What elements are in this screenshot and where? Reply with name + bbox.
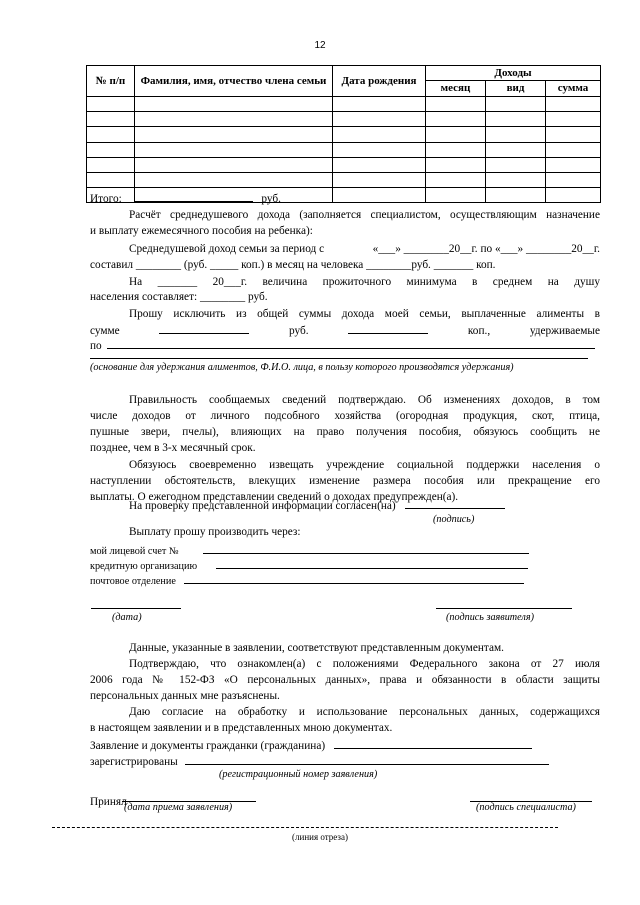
pd-law-line-1: Подтверждаю, что ознакомлен(а) с положениями Федерального закона от 27 июля bbox=[129, 658, 600, 670]
table-cell[interactable] bbox=[87, 172, 135, 187]
alimony-kop-field[interactable] bbox=[348, 322, 428, 334]
calc-intro-line-2: и выплату ежемесячного пособия на ребенка): bbox=[90, 225, 313, 237]
subsistence-line-1[interactable]: На _______ 20___г. величина прожиточного минимума в среднем на душу bbox=[129, 276, 600, 288]
notify-line-1: Обязуюсь своевременно извещать учреждение социальной поддержки населения о bbox=[129, 459, 600, 471]
post-office-field[interactable] bbox=[184, 572, 524, 584]
table-cell[interactable] bbox=[426, 172, 486, 187]
payment-account-label: мой лицевой счет № bbox=[90, 546, 179, 557]
calc-period-label: Среднедушевой доход семьи за период с bbox=[129, 243, 325, 255]
table-cell[interactable] bbox=[333, 142, 426, 157]
alimony-rub-field[interactable] bbox=[159, 322, 249, 334]
confirm-line-2: числе доходов от личного подсобного хозяйства (огородная продукция, скот, птица, bbox=[90, 410, 600, 422]
total-field[interactable] bbox=[135, 190, 253, 202]
table-cell[interactable] bbox=[333, 112, 426, 127]
table-row bbox=[87, 172, 601, 187]
col-header-month: месяц bbox=[426, 81, 486, 97]
table-cell[interactable] bbox=[486, 127, 546, 142]
subsistence-line-2[interactable]: населения составляет: ________ руб. bbox=[90, 291, 268, 303]
docs-match-line: Данные, указанные в заявлении, соответствуют представленным документам. bbox=[129, 642, 504, 654]
registration-number-caption: (регистрационный номер заявления) bbox=[219, 769, 378, 780]
pd-law-line-3: персональных данных мне разъяснены. bbox=[90, 690, 280, 702]
col-header-number: № п/п bbox=[87, 66, 135, 97]
notify-line-3: выплаты. О ежегодном представлении сведений о доходах предупрежден(а). bbox=[90, 491, 459, 503]
registration-number-field[interactable] bbox=[185, 753, 549, 765]
table-cell[interactable] bbox=[486, 172, 546, 187]
total-unit: руб. bbox=[261, 193, 281, 205]
table-cell[interactable] bbox=[426, 127, 486, 142]
table-cell[interactable] bbox=[333, 97, 426, 112]
total-label: Итого: bbox=[90, 193, 122, 205]
applicant-signature-caption: (подпись заявителя) bbox=[446, 612, 535, 623]
alimony-kop-label: коп., bbox=[467, 325, 491, 337]
table-cell[interactable] bbox=[546, 157, 601, 172]
alimony-rub-label: руб. bbox=[289, 325, 309, 337]
account-number-field[interactable] bbox=[203, 542, 529, 554]
verify-consent-signature-field[interactable] bbox=[405, 497, 505, 509]
page-number: 12 bbox=[314, 40, 326, 51]
verify-consent-label: На проверку представленной информации согласен(на) bbox=[129, 500, 396, 512]
payment-credit-row bbox=[90, 557, 600, 573]
table-row bbox=[87, 97, 601, 112]
accept-date-caption: (дата приема заявления) bbox=[124, 802, 233, 813]
alimony-by-label: по bbox=[90, 340, 102, 352]
pd-consent-line-2: в настоящем заявлении и в представленных мною документах. bbox=[90, 722, 393, 734]
calc-period-line bbox=[129, 242, 600, 257]
table-cell[interactable] bbox=[546, 142, 601, 157]
total-row bbox=[90, 190, 600, 207]
col-header-type: вид bbox=[486, 81, 546, 97]
table-cell[interactable] bbox=[135, 97, 333, 112]
table-cell[interactable] bbox=[426, 112, 486, 127]
calc-intro-line-1: Расчёт среднедушевого дохода (заполняется специалистом, осуществляющим назначение bbox=[129, 209, 600, 221]
table-row bbox=[87, 127, 601, 142]
table-cell[interactable] bbox=[87, 97, 135, 112]
table-cell[interactable] bbox=[486, 112, 546, 127]
notify-line-2: наступлении обстоятельств, влекущих изменение размера пособия или прекращение его bbox=[90, 475, 600, 487]
calc-result-line[interactable]: составил ________ (руб. _____ коп.) в месяц на человека ________руб. _______ коп. bbox=[90, 259, 496, 271]
alimony-by-field[interactable] bbox=[107, 337, 595, 349]
table-cell[interactable] bbox=[486, 97, 546, 112]
table-cell[interactable] bbox=[135, 127, 333, 142]
table-cell[interactable] bbox=[87, 157, 135, 172]
table-cell[interactable] bbox=[546, 112, 601, 127]
citizen-name-field[interactable] bbox=[334, 737, 532, 749]
table-row bbox=[87, 157, 601, 172]
alimony-sum-label: сумме bbox=[90, 325, 120, 337]
table-cell[interactable] bbox=[333, 127, 426, 142]
table-cell[interactable] bbox=[546, 172, 601, 187]
date-signature-line[interactable] bbox=[91, 608, 181, 609]
table-cell[interactable] bbox=[546, 97, 601, 112]
table-cell[interactable] bbox=[135, 157, 333, 172]
table-cell[interactable] bbox=[333, 172, 426, 187]
confirm-line-1: Правильность сообщаемых сведений подтверждаю. Об изменениях доходов, в том bbox=[129, 394, 600, 406]
table-cell[interactable] bbox=[87, 142, 135, 157]
pd-law-line-2: 2006 года № 152-ФЗ «О персональных данных», права и обязанности в области защиты bbox=[90, 674, 600, 686]
table-cell[interactable] bbox=[426, 142, 486, 157]
alimony-line-1: Прошу исключить из общей суммы дохода моей семьи, выплаченные алименты в bbox=[129, 308, 600, 320]
table-cell[interactable] bbox=[486, 157, 546, 172]
table-cell[interactable] bbox=[87, 127, 135, 142]
accepted-label: Принял bbox=[90, 796, 127, 808]
calc-period-range[interactable]: «___» ________20__г. по «___» ________20__г. bbox=[372, 243, 600, 255]
table-cell[interactable] bbox=[135, 172, 333, 187]
alimony-basis-underline[interactable] bbox=[90, 358, 588, 359]
verify-signature-caption: (подпись) bbox=[433, 514, 475, 525]
table-row bbox=[87, 142, 601, 157]
confirm-line-3: пушные звери, пчелы), влияющих на право получения пособия, обязуюсь сообщить не bbox=[90, 426, 600, 438]
col-header-sum: сумма bbox=[546, 81, 601, 97]
table-cell[interactable] bbox=[486, 142, 546, 157]
col-header-fullname: Фамилия, имя, отчество члена семьи bbox=[135, 66, 333, 97]
table-cell[interactable] bbox=[135, 112, 333, 127]
cut-line-caption: (линия отреза) bbox=[292, 832, 348, 842]
family-income-table bbox=[86, 65, 601, 203]
payment-intro: Выплату прошу производить через: bbox=[129, 526, 301, 538]
payment-post-row bbox=[90, 572, 600, 588]
specialist-signature-caption: (подпись специалиста) bbox=[476, 802, 576, 813]
verify-consent-line bbox=[90, 497, 600, 514]
payment-post-label: почтовое отделение bbox=[90, 576, 176, 587]
payment-account-row bbox=[90, 542, 600, 558]
date-caption: (дата) bbox=[112, 612, 142, 623]
alimony-withheld-label: удерживаемые bbox=[529, 325, 600, 337]
col-header-income: Доходы bbox=[426, 66, 601, 81]
documents-received-label: Заявление и документы гражданки (гражданина) bbox=[90, 740, 326, 752]
confirm-line-4: позднее, чем в 3-х месячный срок. bbox=[90, 442, 256, 454]
cut-line bbox=[52, 827, 558, 828]
table-cell[interactable] bbox=[135, 142, 333, 157]
table-cell[interactable] bbox=[546, 127, 601, 142]
alimony-line-3 bbox=[90, 337, 600, 354]
table-cell[interactable] bbox=[333, 157, 426, 172]
registered-label: зарегистрированы bbox=[90, 756, 178, 768]
table-cell[interactable] bbox=[426, 157, 486, 172]
table-cell[interactable] bbox=[426, 97, 486, 112]
applicant-signature-line[interactable] bbox=[436, 608, 572, 609]
table-cell[interactable] bbox=[87, 112, 135, 127]
documents-received-row bbox=[90, 737, 600, 754]
payment-credit-label: кредитную организацию bbox=[90, 561, 198, 572]
alimony-basis-note: (основание для удержания алиментов, Ф.И.О. лица, в пользу которого производятся удержания) bbox=[90, 362, 514, 373]
col-header-birthdate: Дата рождения bbox=[333, 66, 426, 97]
pd-consent-line-1: Даю согласие на обработку и использование персональных данных, содержащихся bbox=[129, 706, 600, 718]
credit-organization-field[interactable] bbox=[216, 557, 528, 569]
table-row bbox=[87, 112, 601, 127]
